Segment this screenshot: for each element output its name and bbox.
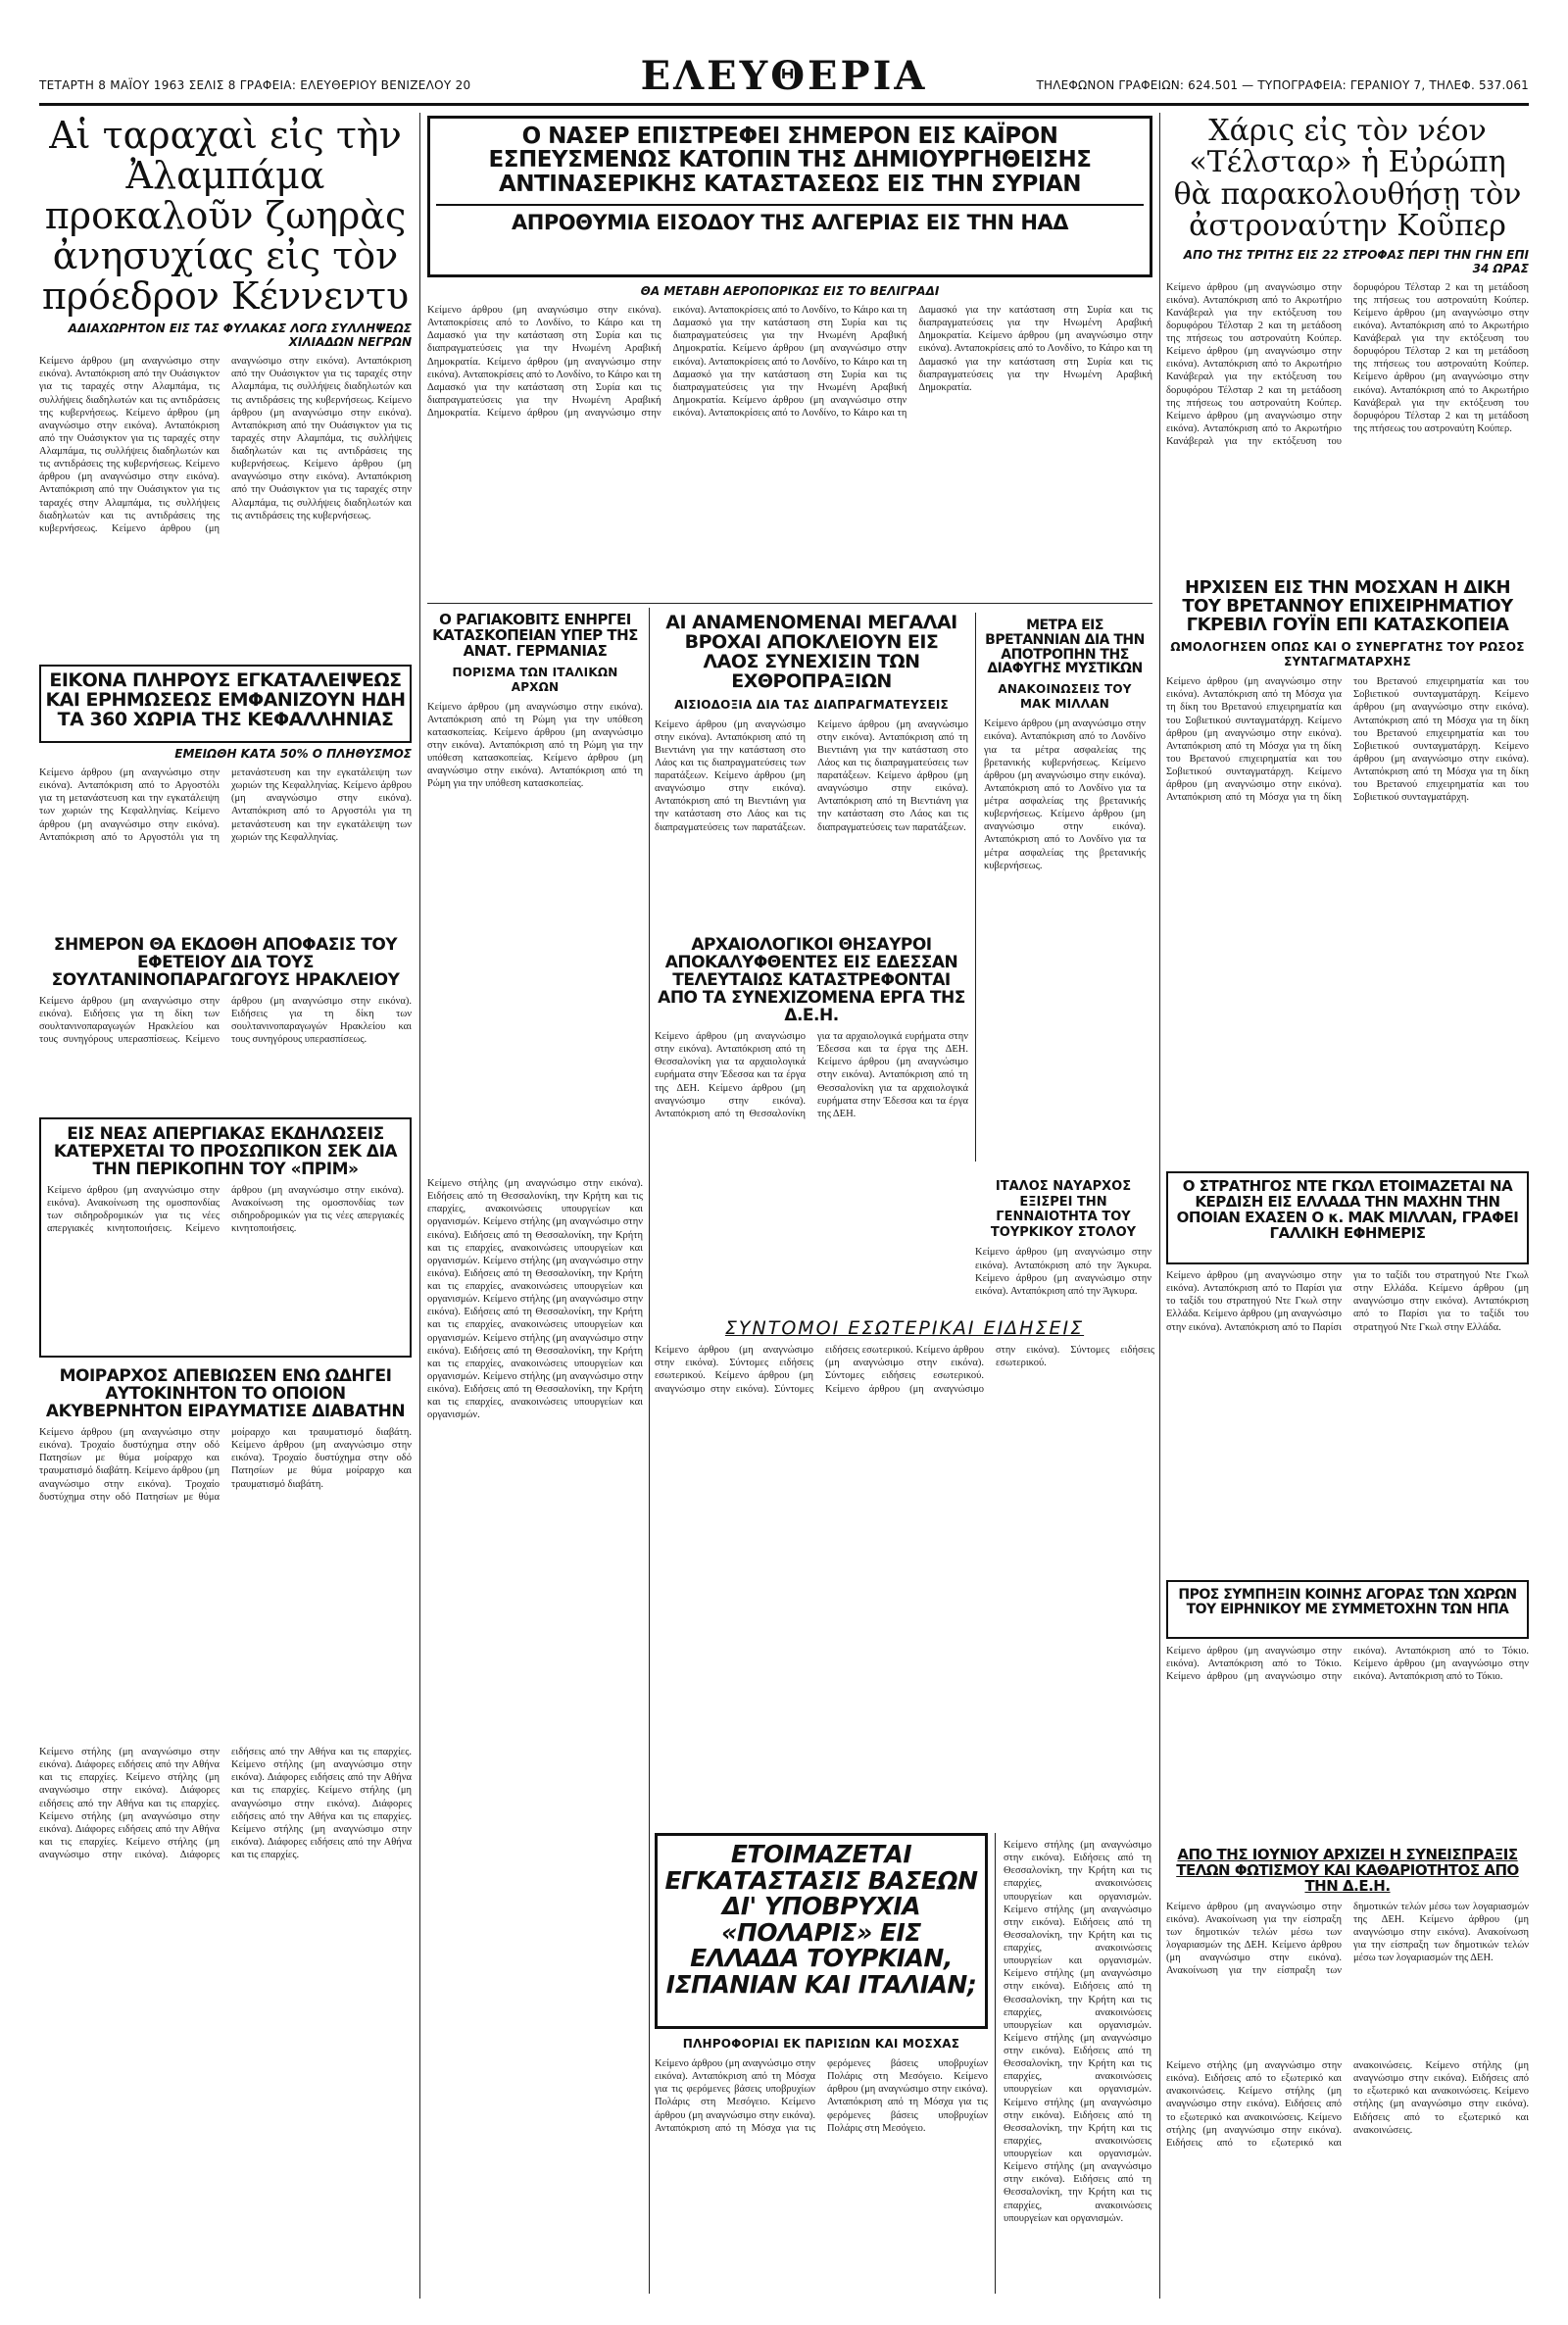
article-body: Κείμενο στήλης (μη αναγνώσιμο στην εικόνα). Ειδήσεις από τη Θεσσαλονίκη, την Κρήτη και τις επαρχίες, ανακοινώσεις υπουργείων και οργανισμών. Κείμενο στήλης (μη αναγνώσιμο στην εικόνα). Ειδήσεις από τη Θεσσαλονίκη, την Κρήτη και τις επαρχίες, ανακοινώσεις υπουργείων και οργανισμών. Κείμενο στήλης (μη αναγνώσιμο στην εικόνα). Ειδήσεις από τη Θεσσαλονίκη, την Κρήτη και τις επαρχίες, ανακοινώσεις υπουργείων και οργανισμών. Κείμενο στήλης (μη αναγνώσιμο στην εικόνα). Ειδήσεις από τη Θεσσαλονίκη, την Κρήτη και τις επαρχίες, ανακοινώσεις υπουργείων και οργανισμών. Κείμενο στήλης (μη αναγνώσιμο στην εικόνα). Ειδήσεις από τη Θεσσαλονίκη, την Κρήτη και τις επαρχίες, ανακοινώσεις υπουργείων και οργανισμών. Κείμενο στήλης (μη αναγνώσιμο στην εικόνα). Ειδήσεις από τη Θεσσαλονίκη, την Κρήτη και τις επαρχίες, ανακοινώσεις υπουργείων και οργανισμών. (427, 1178, 643, 1421)
headline: ΕΤΟΙΜΑΖΕΤΑΙ ΕΓΚΑΤΑΣΤΑΣΙΣ ΒΑΣΕΩΝ ΔΙ' ΥΠΟΒΡΥΧΙΑ «ΠΟΛΑΡΙΣ» ΕΙΣ ΕΛΛΑΔΑ ΤΟΥΡΚΙΑΝ, ΙΣΠΑΝΙΑΝ ΚΑΙ ΙΤΑΛΙΑΝ; (664, 1840, 978, 1999)
date-line: ΤΕΤΑΡΤΗ 8 ΜΑΪΟΥ 1963 ΣΕΛΙΣ 8 ΓΡΑΦΕΙΑ: ΕΛΕΥΘΕΡΙΟΥ ΒΕΝΙΖΕΛΟΥ 20 (39, 78, 471, 92)
misc-center-right (995, 1833, 1152, 2294)
article-polaris-body (655, 2037, 988, 2294)
article-body: Κείμενο άρθρου (μη αναγνώσιμο στην εικόνα). Ανακοίνωση της ομοσπονδίας των σιδηροδρομικών για τις νέες απεργιακές κινητοποιήσεις. Κείμενο άρθρου (μη αναγνώσιμο στην εικόνα). Ανακοίνωση της ομοσπονδίας των σιδηροδρομικών για τις νέες απεργιακές κινητοποιήσεις. (47, 1185, 404, 1235)
article-espionage (427, 613, 643, 1162)
headline: Χάρις εἰς τὸν νέον «Τέλσταρ» ἡ Εὐρώπη θὰ παρακολουθήσῃ τὸν ἀστροναύτην Κοῦπερ (1173, 116, 1522, 244)
subhead: ΑΠΡΟΘΥΜΙΑ ΕΙΣΟΔΟΥ ΤΗΣ ΑΛΓΕΡΙΑΣ ΕΙΣ ΤΗΝ ΗΑΔ (436, 204, 1144, 233)
article-heraklion (39, 936, 412, 1113)
article-nasser-body (427, 284, 1152, 598)
subhead: ΠΟΡΙΣΜΑ ΤΩΝ ΙΤΑΛΙΚΩΝ ΑΡΧΩΝ (452, 665, 618, 694)
article-body: Κείμενο άρθρου (μη αναγνώσιμο στην εικόνα). Ανταπόκριση από το Λονδίνο για τα μέτρα ασφαλείας της βρετανικής κυβερνήσεως. Κείμενο άρθρου (μη αναγνώσιμο στην εικόνα). Ανταπόκριση από το Λονδίνο για τα μέτρα ασφαλείας της βρετανικής κυβερνήσεως. Κείμενο άρθρου (μη αναγνώσιμο στην εικόνα). Ανταπόκριση από το Λονδίνο για τα μέτρα ασφαλείας της βρετανικής κυβερνήσεως. (984, 718, 1146, 871)
article-prim (39, 1117, 412, 1358)
misc-right-column (1166, 2053, 1529, 2294)
article-moscow-trial (1166, 578, 1529, 1162)
phone-line: ΤΗΛΕΦΩΝΟΝ ΓΡΑΦΕΙΩΝ: 624.501 — ΤΥΠΟΓΡΑΦΕΙΑ: ΓΕΡΑΝΙΟΥ 7, ΤΗΛΕΦ. 537.061 (1036, 78, 1529, 92)
subhead: ΑΔΙΑΧΩΡΗΤΟΝ ΕΙΣ ΤΑΣ ΦΥΛΑΚΑΣ ΛΟΓΩ ΣΥΛΛΗΨΕΩΣ ΧΙΛΙΑΔΩΝ ΝΕΓΡΩΝ (68, 322, 412, 350)
article-body: Κείμενο άρθρου (μη αναγνώσιμο στην εικόνα). Ανακοίνωση για την είσπραξη των δημοτικών τελών μέσω των λογαριασμών της ΔΕΗ. Κείμενο άρθρου (μη αναγνώσιμο στην εικόνα). Ανακοίνωση για την είσπραξη των δημοτικών τελών μέσω των λογαριασμών της ΔΕΗ. Κείμενο άρθρου (μη αναγνώσιμο στην εικόνα). Ανακοίνωση για την είσπραξη των δημοτικών τελών μέσω των λογαριασμών της ΔΕΗ. (1166, 1901, 1529, 1977)
headline: ΑΡΧΑΙΟΛΟΓΙΚΟΙ ΘΗΣΑΥΡΟΙ ΑΠΟΚΑΛΥΦΘΕΝΤΕΣ ΕΙΣ ΕΔΕΣΣΑΝ ΤΕΛΕΥΤΑΙΩΣ ΚΑΤΑΣΤΡΕΦΟΝΤΑΙ ΑΠΟ ΤΑ ΣΥΝΕΧΙΖΟΜΕΝΑ ΕΡΓΑ ΤΗΣ Δ.Ε.Η. (658, 936, 965, 1026)
article-gaulle-body (1166, 1269, 1529, 1573)
headline: Αἱ ταραχαὶ εἰς τὴν Ἀλαμπάμα προκαλοῦν ζωηρὰς ἀνησυχίας εἰς τὸν πρόεδρον Κέννεντυ (41, 116, 410, 319)
headline: ΑΙ ΑΝΑΜΕΝΟΜΕΝΑΙ ΜΕΓΑΛΑΙ ΒΡΟΧΑΙ ΑΠΟΚΛΕΙΟΥΝ ΕΙΣ ΛΑΟΣ ΣΥΝΕΧΙΣΙΝ ΤΩΝ ΕΧΘΡΟΠΡΑΞΙΩΝ (665, 613, 957, 693)
article-body: Κείμενο στήλης (μη αναγνώσιμο στην εικόνα). Ειδήσεις από τη Θεσσαλονίκη, την Κρήτη και τις επαρχίες, ανακοινώσεις υπουργείων και οργανισμών. Κείμενο στήλης (μη αναγνώσιμο στην εικόνα). Ειδήσεις από τη Θεσσαλονίκη, την Κρήτη και τις επαρχίες, ανακοινώσεις υπουργείων και οργανισμών. Κείμενο στήλης (μη αναγνώσιμο στην εικόνα). Ειδήσεις από τη Θεσσαλονίκη, την Κρήτη και τις επαρχίες, ανακοινώσεις υπουργείων και οργανισμών. Κείμενο στήλης (μη αναγνώσιμο στην εικόνα). Ειδήσεις από τη Θεσσαλονίκη, την Κρήτη και τις επαρχίες, ανακοινώσεις υπουργείων και οργανισμών. Κείμενο στήλης (μη αναγνώσιμο στην εικόνα). Ειδήσεις από τη Θεσσαλονίκη, την Κρήτη και τις επαρχίες, ανακοινώσεις υπουργείων και οργανισμών. Κείμενο στήλης (μη αναγνώσιμο στην εικόνα). Ειδήσεις από τη Θεσσαλονίκη, την Κρήτη και τις επαρχίες, ανακοινώσεις υπουργείων και οργανισμών. (1004, 1840, 1152, 2224)
headline: ΙΤΑΛΟΣ ΝΑΥΑΡΧΟΣ ΕΞΙΣΡΕΙ ΤΗΝ ΓΕΝΝΑΙΟΤΗΤΑ ΤΟΥ ΤΟΥΡΚΙΚΟΥ ΣΤΟΛΟΥ (990, 1179, 1137, 1240)
headline: Ο ΣΤΡΑΤΗΓΟΣ ΝΤΕ ΓΚΩΛ ΕΤΟΙΜΑΖΕΤΑΙ ΝΑ ΚΕΡΔΙΣΗ ΕΙΣ ΕΛΛΑΔΑ ΤΗΝ ΜΑΧΗΝ ΤΗΝ ΟΠΟΙΑΝ ΕΧΑΣΕΝ Ο κ. ΜΑΚ ΜΙΛΛΑΝ, ΓΡΑΦΕΙ ΓΑΛΛΙΚΗ ΕΦΗΜΕΡΙΣ (1176, 1177, 1519, 1242)
article-pacific-body (1166, 1645, 1529, 1841)
article-brief-news (655, 1318, 1154, 1823)
article-archaeology (655, 936, 968, 1309)
subhead-secondary: ΘΑ ΜΕΤΑΒΗ ΑΕΡΟΠΟΡΙΚΩΣ ΕΙΣ ΤΟ ΒΕΛΙΓΡΑΔΙ (640, 284, 940, 298)
article-dei (1166, 1848, 1529, 2044)
newspaper-header (39, 53, 1529, 106)
article-mystics (975, 613, 1152, 1162)
article-body: Κείμενο άρθρου (μη αναγνώσιμο στην εικόνα). Ανταπόκριση από τη Μόσχα για τις φερόμενες βάσεις υποβρυχίων Πολάρις στη Μεσόγειο. Κείμενο άρθρου (μη αναγνώσιμο στην εικόνα). Ανταπόκριση από τη Μόσχα για τις φερόμενες βάσεις υποβρυχίων Πολάρις στη Μεσόγειο. Κείμενο άρθρου (μη αναγνώσιμο στην εικόνα). Ανταπόκριση από τη Μόσχα για τις φερόμενες βάσεις υποβρυχίων Πολάρις στη Μεσόγειο. (655, 2058, 988, 2134)
subhead: ΑΝΑΚΟΙΝΩΣΕΙΣ ΤΟΥ ΜΑΚ ΜΙΛΛΑΝ (998, 682, 1132, 712)
article-body: Κείμενο άρθρου (μη αναγνώσιμο στην εικόνα). Ανταπόκριση από τη Μόσχα για τη δίκη του Βρετανού επιχειρηματία και του Σοβιετικού συνταγματάρχη. Κείμενο άρθρου (μη αναγνώσιμο στην εικόνα). Ανταπόκριση από τη Μόσχα για τη δίκη του Βρετανού επιχειρηματία και του Σοβιετικού συνταγματάρχη. Κείμενο άρθρου (μη αναγνώσιμο στην εικόνα). Ανταπόκριση από τη Μόσχα για τη δίκη του Βρετανού επιχειρηματία και του Σοβιετικού συνταγματάρχη. Κείμενο άρθρου (μη αναγνώσιμο στην εικόνα). Ανταπόκριση από τη Μόσχα για τη δίκη του Βρετανού επιχειρηματία και του Σοβιετικού συνταγματάρχη. Κείμενο άρθρου (μη αναγνώσιμο στην εικόνα). Ανταπόκριση από τη Μόσχα για τη δίκη του Βρετανού επιχειρηματία και του Σοβιετικού συνταγματάρχη. (1166, 676, 1529, 804)
article-body: Κείμενο άρθρου (μη αναγνώσιμο στην εικόνα). Ανταπόκριση από το Αργοστόλι για τη μετανάστευση και την εγκατάλειψη των χωριών της Κεφαλληνίας. Κείμενο άρθρου (μη αναγνώσιμο στην εικόνα). Ανταπόκριση από το Αργοστόλι για τη μετανάστευση και την εγκατάλειψη των χωριών της Κεφαλληνίας. Κείμενο άρθρου (μη αναγνώσιμο στην εικόνα). Ανταπόκριση από το Αργοστόλι για τη μετανάστευση και την εγκατάλειψη των χωριών της Κεφαλληνίας. (39, 767, 412, 843)
masthead: ΕΛΕΥΘΕΡΙΑ (640, 53, 928, 99)
article-laos (655, 613, 968, 926)
headline: Ο ΡΑΓΙΑΚΟΒΙΤΣ ΕΝΗΡΓΕΙ ΚΑΤΑΣΚΟΠΕΙΑΝ ΥΠΕΡ ΤΗΣ ΑΝΑΤ. ΓΕΡΜΑΝΙΑΣ (432, 613, 638, 660)
headline: ΜΟΙΡΑΡΧΟΣ ΑΠΕΒΙΩΣΕΝ ΕΝΩ ΩΔΗΓΕΙ ΑΥΤΟΚΙΝΗΤΟΝ ΤΟ ΟΠΟΙΟΝ ΑΚΥΒΕΡΝΗΤΟΝ ΕΙΡΑΥΜΑΤΙΣΕ ΔΙΑΒΑΤΗΝ (45, 1367, 406, 1422)
article-body: Κείμενο άρθρου (μη αναγνώσιμο στην εικόνα). Ανταπόκριση από τη Βιεντιάνη για την κατάσταση στο Λάος και τις διαπραγματεύσεις των παρατάξεων. Κείμενο άρθρου (μη αναγνώσιμο στην εικόνα). Ανταπόκριση από τη Βιεντιάνη για την κατάσταση στο Λάος και τις διαπραγματεύσεις των παρατάξεων. Κείμενο άρθρου (μη αναγνώσιμο στην εικόνα). Ανταπόκριση από τη Βιεντιάνη για την κατάσταση στο Λάος και τις διαπραγματεύσεις των παρατάξεων. Κείμενο άρθρου (μη αναγνώσιμο στην εικόνα). Ανταπόκριση από τη Βιεντιάνη για την κατάσταση στο Λάος και τις διαπραγματεύσεις των παρατάξεων. (655, 718, 968, 833)
article-alabama (39, 116, 412, 660)
column-rule (649, 608, 650, 2294)
article-body: Κείμενο άρθρου (μη αναγνώσιμο στην εικόνα). Ανταποκρίσεις από το Λονδίνο, το Κάιρο και τη Δαμασκό για την κατάσταση στη Συρία και τις διαπραγματεύσεις για την Ηνωμένη Αραβική Δημοκρατία. Κείμενο άρθρου (μη αναγνώσιμο στην εικόνα). Ανταποκρίσεις από το Λονδίνο, το Κάιρο και τη Δαμασκό για την κατάσταση στη Συρία και τις διαπραγματεύσεις για την Ηνωμένη Αραβική Δημοκρατία. Κείμενο άρθρου (μη αναγνώσιμο στην εικόνα). Ανταποκρίσεις από το Λονδίνο, το Κάιρο και τη Δαμασκό για την κατάσταση στη Συρία και τις διαπραγματεύσεις για την Ηνωμένη Αραβική Δημοκρατία. Κείμενο άρθρου (μη αναγνώσιμο στην εικόνα). Ανταποκρίσεις από το Λονδίνο, το Κάιρο και τη Δαμασκό για την κατάσταση στη Συρία και τις διαπραγματεύσεις για την Ηνωμένη Αραβική Δημοκρατία. Κείμενο άρθρου (μη αναγνώσιμο στην εικόνα). Ανταποκρίσεις από το Λονδίνο, το Κάιρο και τη Δαμασκό για την κατάσταση στη Συρία και τις διαπραγματεύσεις για την Ηνωμένη Αραβική Δημοκρατία. Κείμενο άρθρου (μη αναγνώσιμο στην εικόνα). Ανταποκρίσεις από το Λονδίνο, το Κάιρο και τη Δαμασκό για την κατάσταση στη Συρία και τις διαπραγματεύσεις για την Ηνωμένη Αραβική Δημοκρατία. (427, 305, 1152, 419)
article-gaulle (1166, 1171, 1529, 1264)
article-body: Κείμενο στήλης (μη αναγνώσιμο στην εικόνα). Ειδήσεις από το εξωτερικό και ανακοινώσεις. Κείμενο στήλης (μη αναγνώσιμο στην εικόνα). Ειδήσεις από το εξωτερικό και ανακοινώσεις. Κείμενο στήλης (μη αναγνώσιμο στην εικόνα). Ειδήσεις από το εξωτερικό και ανακοινώσεις. Κείμενο στήλης (μη αναγνώσιμο στην εικόνα). Ειδήσεις από το εξωτερικό και ανακοινώσεις. Κείμενο στήλης (μη αναγνώσιμο στην εικόνα). Ειδήσεις από το εξωτερικό και ανακοινώσεις. (1166, 2060, 1529, 2149)
column-rule (419, 113, 420, 2299)
column-rule (1159, 113, 1160, 2299)
article-body: Κείμενο άρθρου (μη αναγνώσιμο στην εικόνα). Σύντομες ειδήσεις εσωτερικού. Κείμενο άρθρου (μη αναγνώσιμο στην εικόνα). Σύντομες ειδήσεις εσωτερικού. Κείμενο άρθρου (μη αναγνώσιμο στην εικόνα). Σύντομες ειδήσεις εσωτερικού. Κείμενο άρθρου (μη αναγνώσιμο στην εικόνα). Σύντομες ειδήσεις εσωτερικού. (655, 1345, 1154, 1395)
headline: ΠΡΟΣ ΣΥΜΠΗΞΙΝ ΚΟΙΝΗΣ ΑΓΟΡΑΣ ΤΩΝ ΧΩΡΩΝ ΤΟΥ ΕΙΡΗΝΙΚΟΥ ΜΕ ΣΥΜΜΕΤΟΧΗΝ ΤΩΝ ΗΠΑ (1178, 1587, 1517, 1617)
headline: ΕΙΣ ΝΕΑΣ ΑΠΕΡΓΙΑΚΑΣ ΕΚΔΗΛΩΣΕΙΣ ΚΑΤΕΡΧΕΤΑΙ ΤΟ ΠΡΟΣΩΠΙΚΟΝ ΣΕΚ ΔΙΑ ΤΗΝ ΠΕΡΙΚΟΠΗΝ ΤΟΥ «ΠΡΙΜ» (53, 1124, 398, 1180)
misc-left-column (39, 1740, 412, 2294)
article-crash (39, 1367, 412, 1730)
headline: ΜΕΤΡΑ ΕΙΣ ΒΡΕΤΑΝΝΙΑΝ ΔΙΑ ΤΗΝ ΑΠΟΤΡΟΠΗΝ ΤΗΣ ΔΙΑΦΥΓΗΣ ΜΥΣΤΙΚΩΝ (985, 618, 1145, 677)
article-body: Κείμενο άρθρου (μη αναγνώσιμο στην εικόνα). Τροχαίο δυστύχημα στην οδό Πατησίων με θύμα μοίραρχο και τραυματισμό διαβάτη. Κείμενο άρθρου (μη αναγνώσιμο στην εικόνα). Τροχαίο δυστύχημα στην οδό Πατησίων με θύμα μοίραρχο και τραυματισμό διαβάτη. Κείμενο άρθρου (μη αναγνώσιμο στην εικόνα). Τροχαίο δυστύχημα στην οδό Πατησίων με θύμα μοίραρχο και τραυματισμό διαβάτη. (39, 1427, 412, 1503)
article-body: Κείμενο άρθρου (μη αναγνώσιμο στην εικόνα). Ανταπόκριση από την Άγκυρα. Κείμενο άρθρου (μη αναγνώσιμο στην εικόνα). Ανταπόκριση από την Άγκυρα. (975, 1247, 1152, 1297)
subhead: ΕΜΕΙΩΘΗ ΚΑΤΑ 50% Ο ΠΛΗΘΥΣΜΟΣ (174, 747, 412, 761)
misc-center-column (427, 1171, 643, 2294)
article-body: Κείμενο άρθρου (μη αναγνώσιμο στην εικόνα). Ανταπόκριση από το Ακρωτήριο Κανάβεραλ για την εκτόξευση του δορυφόρου Τέλσταρ 2 και τη μετάδοση της πτήσεως του αστροναύτη Κούπερ. Κείμενο άρθρου (μη αναγνώσιμο στην εικόνα). Ανταπόκριση από το Ακρωτήριο Κανάβεραλ για την εκτόξευση του δορυφόρου Τέλσταρ 2 και τη μετάδοση της πτήσεως του αστροναύτη Κούπερ. Κείμενο άρθρου (μη αναγνώσιμο στην εικόνα). Ανταπόκριση από το Ακρωτήριο Κανάβεραλ για την εκτόξευση του δορυφόρου Τέλσταρ 2 και τη μετάδοση της πτήσεως του αστροναύτη Κούπερ. Κείμενο άρθρου (μη αναγνώσιμο στην εικόνα). Ανταπόκριση από το Ακρωτήριο Κανάβεραλ για την εκτόξευση του δορυφόρου Τέλσταρ 2 και τη μετάδοση της πτήσεως του αστροναύτη Κούπερ. Κείμενο άρθρου (μη αναγνώσιμο στην εικόνα). Ανταπόκριση από το Ακρωτήριο Κανάβεραλ για την εκτόξευση του δορυφόρου Τέλσταρ 2 και τη μετάδοση της πτήσεως του αστροναύτη Κούπερ. (1166, 281, 1529, 448)
headline: ΣΥΝΤΟΜΟΙ ΕΣΩΤΕΡΙΚΑΙ ΕΙΔΗΣΕΙΣ (724, 1318, 1085, 1339)
article-body: Κείμενο στήλης (μη αναγνώσιμο στην εικόνα). Διάφορες ειδήσεις από την Αθήνα και τις επαρχίες. Κείμενο στήλης (μη αναγνώσιμο στην εικόνα). Διάφορες ειδήσεις από την Αθήνα και τις επαρχίες. Κείμενο στήλης (μη αναγνώσιμο στην εικόνα). Διάφορες ειδήσεις από την Αθήνα και τις επαρχίες. Κείμενο στήλης (μη αναγνώσιμο στην εικόνα). Διάφορες ειδήσεις από την Αθήνα και τις επαρχίες. Κείμενο στήλης (μη αναγνώσιμο στην εικόνα). Διάφορες ειδήσεις από την Αθήνα και τις επαρχίες. Κείμενο στήλης (μη αναγνώσιμο στην εικόνα). Διάφορες ειδήσεις από την Αθήνα και τις επαρχίες. Κείμενο στήλης (μη αναγνώσιμο στην εικόνα). Διάφορες ειδήσεις από την Αθήνα και τις επαρχίες. (39, 1747, 412, 1860)
article-body: Κείμενο άρθρου (μη αναγνώσιμο στην εικόνα). Ειδήσεις για τη δίκη των σουλτανινοπαραγωγών Ηρακλείου και τους συνηγόρους υπερασπίσεως. Κείμενο άρθρου (μη αναγνώσιμο στην εικόνα). Ειδήσεις για τη δίκη των σουλτανινοπαραγωγών Ηρακλείου και τους συνηγόρους υπερασπίσεως. (39, 996, 412, 1046)
article-body: Κείμενο άρθρου (μη αναγνώσιμο στην εικόνα). Ανταπόκριση από τη Ρώμη για την υπόθεση κατασκοπείας. Κείμενο άρθρου (μη αναγνώσιμο στην εικόνα). Ανταπόκριση από τη Ρώμη για την υπόθεση κατασκοπείας. Κείμενο άρθρου (μη αναγνώσιμο στην εικόνα). Ανταπόκριση από τη Ρώμη για την υπόθεση κατασκοπείας. (427, 701, 643, 790)
subhead: ΑΙΣΙΟΔΟΞΙΑ ΔΙΑ ΤΑΣ ΔΙΑΠΡΑΓΜΑΤΕΥΣΕΙΣ (674, 697, 949, 712)
subhead: ΠΛΗΡΟΦΟΡΙΑΙ ΕΚ ΠΑΡΙΣΙΩΝ ΚΑΙ ΜΟΣΧΑΣ (682, 2037, 960, 2051)
headline: ΣΗΜΕΡΟΝ ΘΑ ΕΚΔΟΘΗ ΑΠΟΦΑΣΙΣ ΤΟΥ ΕΦΕΤΕΙΟΥ ΔΙΑ ΤΟΥΣ ΣΟΥΛΤΑΝΙΝΟΠΑΡΑΓΩΓΟΥΣ ΗΡΑΚΛΕΙΟΥ (51, 936, 400, 991)
headline: ΑΠΟ ΤΗΣ ΙΟΥΝΙΟΥ ΑΡΧΙΖΕΙ Η ΣΥΝΕΙΣΠΡΑΞΙΣ ΤΕΛΩΝ ΦΩΤΙΣΜΟΥ ΚΑΙ ΚΑΘΑΡΙΟΤΗΤΟΣ ΑΠΟ ΤΗΝ Δ.Ε.Η. (1176, 1848, 1519, 1895)
article-body: Κείμενο άρθρου (μη αναγνώσιμο στην εικόνα). Ανταπόκριση από την Ουάσιγκτον για τις ταραχές στην Αλαμπάμα, τις συλλήψεις διαδηλωτών και τις αντιδράσεις της κυβερνήσεως. Κείμενο άρθρου (μη αναγνώσιμο στην εικόνα). Ανταπόκριση από την Ουάσιγκτον για τις ταραχές στην Αλαμπάμα, τις συλλήψεις διαδηλωτών και τις αντιδράσεις της κυβερνήσεως. Κείμενο άρθρου (μη αναγνώσιμο στην εικόνα). Ανταπόκριση από την Ουάσιγκτον για τις ταραχές στην Αλαμπάμα, τις συλλήψεις διαδηλωτών και τις αντιδράσεις της κυβερνήσεως. Κείμενο άρθρου (μη αναγνώσιμο στην εικόνα). Ανταπόκριση από την Ουάσιγκτον για τις ταραχές στην Αλαμπάμα, τις συλλήψεις διαδηλωτών και τις αντιδράσεις της κυβερνήσεως. Κείμενο άρθρου (μη αναγνώσιμο στην εικόνα). Ανταπόκριση από την Ουάσιγκτον για τις ταραχές στην Αλαμπάμα, τις συλλήψεις διαδηλωτών και τις αντιδράσεις της κυβερνήσεως. Κείμενο άρθρου (μη αναγνώσιμο στην εικόνα). Ανταπόκριση από την Ουάσιγκτον για τις ταραχές στην Αλαμπάμα, τις συλλήψεις διαδηλωτών και τις αντιδράσεις της κυβερνήσεως. (39, 356, 412, 534)
headline: ΕΙΚΟΝΑ ΠΛΗΡΟΥΣ ΕΓΚΑΤΑΛΕΙΨΕΩΣ ΚΑΙ ΕΡΗΜΩΣΕΩΣ ΕΜΦΑΝΙΖΟΥΝ ΗΔΗ ΤΑ 360 ΧΩΡΙΑ ΤΗΣ ΚΕΦΑΛΛΗΝΙΑΣ (45, 669, 406, 731)
section-rule (427, 603, 1152, 604)
article-polaris (655, 1833, 988, 2029)
article-nasser (427, 116, 1152, 277)
article-body: Κείμενο άρθρου (μη αναγνώσιμο στην εικόνα). Ανταπόκριση από το Τόκιο. Κείμενο άρθρου (μη αναγνώσιμο στην εικόνα). Ανταπόκριση από το Τόκιο. Κείμενο άρθρου (μη αναγνώσιμο στην εικόνα). Ανταπόκριση από το Τόκιο. (1166, 1646, 1529, 1683)
article-pacific (1166, 1580, 1529, 1639)
headline: ΗΡΧΙΣΕΝ ΕΙΣ ΤΗΝ ΜΟΣΧΑΝ Η ΔΙΚΗ ΤΟΥ ΒΡΕΤΑΝΝΟΥ ΕΠΙΧΕΙΡΗΜΑΤΙΟΥ ΓΚΡΕΒΙΛ ΓΟΥΪΝ ΕΠΙ ΚΑΤΑΣΚΟΠΕΙΑ (1182, 578, 1513, 636)
article-body: Κείμενο άρθρου (μη αναγνώσιμο στην εικόνα). Ανταπόκριση από τη Θεσσαλονίκη για τα αρχαιολογικά ευρήματα στην Έδεσσα και τα έργα της ΔΕΗ. Κείμενο άρθρου (μη αναγνώσιμο στην εικόνα). Ανταπόκριση από τη Θεσσαλονίκη για τα αρχαιολογικά ευρήματα στην Έδεσσα και τα έργα της ΔΕΗ. Κείμενο άρθρου (μη αναγνώσιμο στην εικόνα). Ανταπόκριση από τη Θεσσαλονίκη για τα αρχαιολογικά ευρήματα στην Έδεσσα και τα έργα της ΔΕΗ. (655, 1031, 968, 1119)
article-telstar (1166, 116, 1529, 571)
headline: Ο ΝΑΣΕΡ ΕΠΙΣΤΡΕΦΕΙ ΣΗΜΕΡΟΝ ΕΙΣ ΚΑΪΡΟΝ ΕΣΠΕΥΣΜΕΝΩΣ ΚΑΤΟΠΙΝ ΤΗΣ ΔΗΜΙΟΥΡΓΗΘΕΙΣΗΣ ΑΝΤΙΝΑΣΕΡΙΚΗΣ ΚΑΤΑΣΤΑΣΕΩΣ ΕΙΣ ΤΗΝ ΣΥΡΙΑΝ (488, 124, 1092, 197)
article-kefalonia-body (39, 747, 412, 928)
subhead: ΩΜΟΛΟΓΗΣΕΝ ΟΠΩΣ ΚΑΙ Ο ΣΥΝΕΡΓΑΤΗΣ ΤΟΥ ΡΩΣΟΣ ΣΥΝΤΑΓΜΑΤΑΡΧΗΣ (1170, 640, 1525, 669)
subhead: ΑΠΟ ΤΗΣ ΤΡΙΤΗΣ ΕΙΣ 22 ΣΤΡΟΦΑΣ ΠΕΡΙ ΤΗΝ ΓΗΝ ΕΠΙ 34 ΩΡΑΣ (1183, 247, 1529, 275)
article-kefalonia (39, 665, 412, 743)
article-body: Κείμενο άρθρου (μη αναγνώσιμο στην εικόνα). Ανταπόκριση από το Παρίσι για το ταξίδι του στρατηγού Ντε Γκωλ στην Ελλάδα. Κείμενο άρθρου (μη αναγνώσιμο στην εικόνα). Ανταπόκριση από το Παρίσι για το ταξίδι του στρατηγού Ντε Γκωλ στην Ελλάδα. Κείμενο άρθρου (μη αναγνώσιμο στην εικόνα). Ανταπόκριση από το Παρίσι για το ταξίδι του στρατηγού Ντε Γκωλ στην Ελλάδα. (1166, 1270, 1529, 1333)
